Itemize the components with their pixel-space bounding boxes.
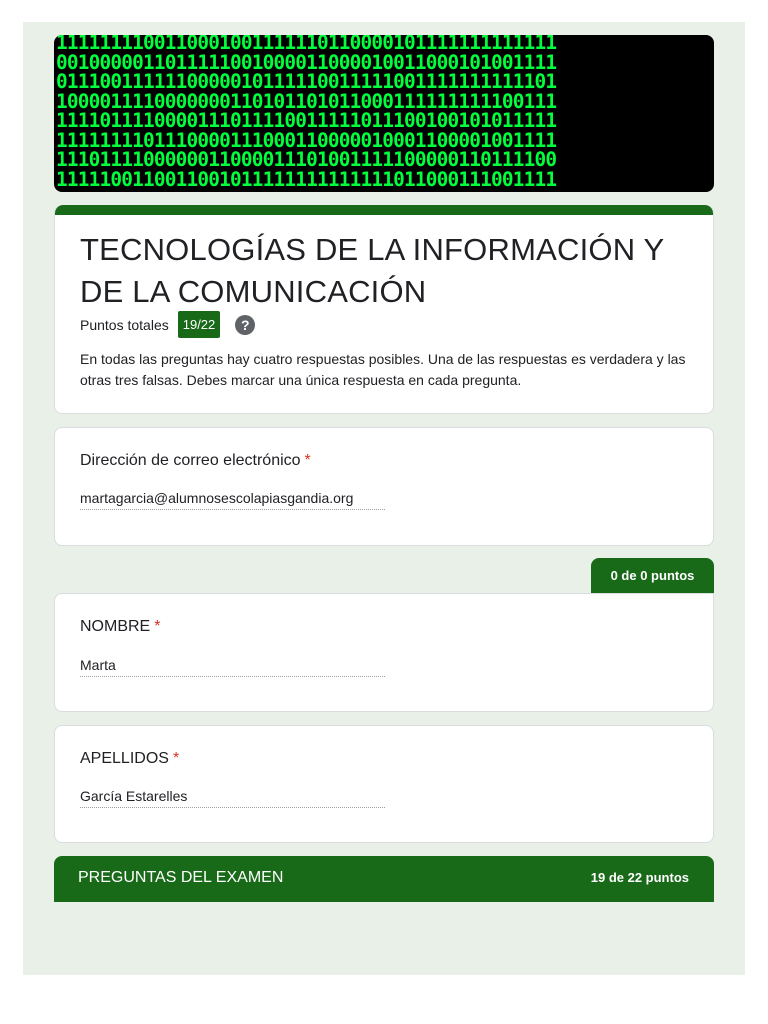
- email-answer: martagarcia@alumnosescolapiasgandia.org: [80, 490, 385, 510]
- section-title: PREGUNTAS DEL EXAMEN: [78, 869, 284, 886]
- form-title-card: [54, 205, 714, 414]
- section-score: 19 de 22 puntos: [590, 870, 689, 885]
- nombre-answer: Marta: [80, 657, 385, 677]
- header-banner-image: [54, 35, 714, 192]
- nombre-question-card: [54, 593, 714, 712]
- total-points-row: [80, 311, 255, 338]
- nombre-question-label: [80, 618, 160, 636]
- apellidos-answer: García Estarelles: [80, 788, 385, 808]
- apellidos-question-card: [54, 725, 714, 843]
- required-asterisk: *: [154, 618, 161, 635]
- apellidos-question-label: [80, 750, 179, 768]
- total-points-badge: 19/22: [178, 311, 221, 338]
- apellidos-label-text: APELLIDOS: [80, 750, 169, 767]
- form-description: En todas las preguntas hay cuatro respuestas posibles. Una de las respuestas es verdadera y las otras tres falsas. Debes marcar una única respuesta en cada pregunta.: [80, 351, 686, 388]
- help-icon[interactable]: ?: [235, 315, 255, 335]
- required-asterisk: *: [172, 750, 180, 767]
- required-asterisk: *: [304, 452, 311, 469]
- email-question-card: [54, 427, 714, 546]
- email-question-label: [80, 452, 311, 470]
- total-points-label: Puntos totales: [80, 316, 169, 333]
- title-card-accent-bar: [55, 205, 713, 215]
- form-title: TECNOLOGÍAS DE LA INFORMACIÓN Y DE LA COMUNICACIÓN: [80, 232, 664, 309]
- binary-code-banner: 1111111100110001001111110110000101111111111111 0010000011011111001000011000010011000101001111 0111001111110000010111110011111001111111111101 1000011110000000110101101011000111111111100111 1111011110000111011110011111011100100101011111 1111111101110000111000110000010001100001001111 1110111100000011000011101001111100000110111100 1111100110011001011111111111111011000111001111: [56, 35, 557, 191]
- nombre-label-text: NOMBRE: [80, 618, 151, 635]
- section-header: [54, 856, 714, 902]
- email-label-text: Dirección de correo electrónico: [80, 452, 301, 469]
- question-score-tab: 0 de 0 puntos: [591, 558, 714, 593]
